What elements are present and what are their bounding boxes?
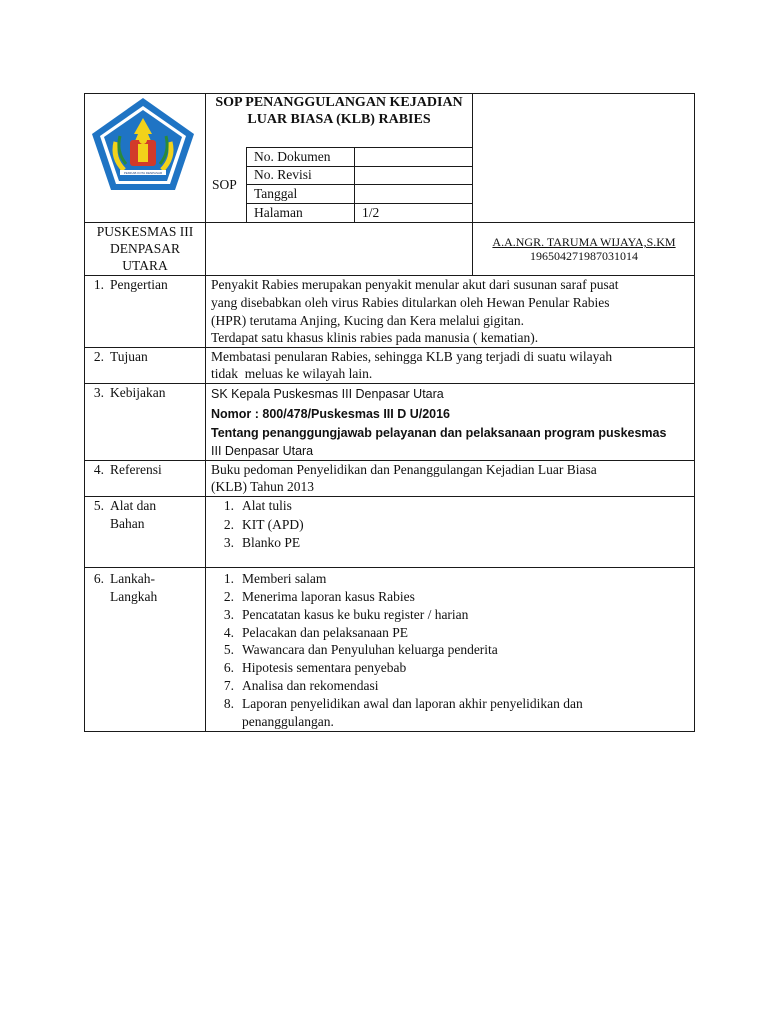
section-text-line: Terdapat satu khasus klinis rabies pada manusia ( kematian). <box>211 330 539 345</box>
section-number: 4. <box>93 462 104 477</box>
section-text-line: (HPR) terutama Anjing, Kucing dan Kera melalui gigitan. <box>211 313 525 328</box>
list-number: 4. <box>223 625 234 640</box>
pentagon-emblem-icon <box>90 96 196 192</box>
doc-field-value: 1/2 <box>362 205 380 220</box>
row-line <box>84 383 695 384</box>
step-item: Wawancara dan Penyuluhan keluarga penderita <box>242 642 498 657</box>
section-text-line: tidak meluas ke wilayah lain. <box>211 366 373 381</box>
section-number: 3. <box>93 385 104 400</box>
org-name-line: PUSKESMAS III <box>96 224 194 239</box>
list-number: 2. <box>223 517 234 532</box>
list-number: 6. <box>223 660 234 675</box>
org-name-line: UTARA <box>122 258 168 273</box>
policy-line: Tentang penanggungjawab pelayanan dan pelaksanaan program puskesmas <box>211 426 667 440</box>
policy-line: Nomor : 800/478/Puskesmas III D U/2016 <box>211 407 451 421</box>
list-number: 7. <box>223 678 234 693</box>
step-item: Pencatatan kasus ke buku register / harian <box>242 607 469 622</box>
table-border-right <box>694 93 695 732</box>
doc-field-label: No. Dokumen <box>254 149 331 164</box>
list-number: 3. <box>223 535 234 550</box>
step-item: Memberi salam <box>242 571 327 586</box>
policy-line: SK Kepala Puskesmas III Denpasar Utara <box>211 387 444 401</box>
table-border-bottom <box>84 731 695 732</box>
org-name-line: DENPASAR <box>109 241 181 256</box>
list-number: 1. <box>223 571 234 586</box>
signer-name: A.A.NGR. TARUMA WIJAYA,S.KM <box>492 235 676 249</box>
sop-label: SOP <box>212 177 237 192</box>
list-number: 8. <box>223 696 234 711</box>
doc-field-label: Halaman <box>254 205 303 220</box>
row-line <box>84 567 695 568</box>
section-number: 6. <box>93 571 104 586</box>
doc-field-label: Tanggal <box>254 186 298 201</box>
logo-caption: PEMKAB KOTA DENPASAR <box>123 171 163 175</box>
doc-field-label: No. Revisi <box>254 167 312 182</box>
section-text-line: yang disebabkan oleh virus Rabies ditularkan oleh Hewan Penular Rabies <box>211 295 610 310</box>
section-label: Lankah- <box>110 571 155 586</box>
section-label: Alat dan <box>110 498 157 513</box>
step-item: Laporan penyelidikan awal dan laporan akhir penyelidikan dan <box>242 696 583 711</box>
section-label: Bahan <box>110 516 145 531</box>
col-line <box>205 93 206 732</box>
step-item: Menerima laporan kasus Rabies <box>242 589 415 604</box>
row-line <box>84 496 695 497</box>
section-number: 2. <box>93 349 104 364</box>
section-text-line: Membatasi penularan Rabies, sehingga KLB yang terjadi di suatu wilayah <box>211 349 613 364</box>
list-number: 2. <box>223 589 234 604</box>
step-item: Pelacakan dan pelaksanaan PE <box>242 625 409 640</box>
section-text-line: Buku pedoman Penyelidikan dan Penanggulangan Kejadian Luar Biasa <box>211 462 597 477</box>
step-item-continuation: penanggulangan. <box>242 714 334 729</box>
step-item: Hipotesis sementara penyebab <box>242 660 407 675</box>
section-label: Kebijakan <box>110 385 166 400</box>
section-label: Langkah <box>110 589 158 604</box>
col-line <box>472 93 473 275</box>
section-number: 5. <box>93 498 104 513</box>
list-number: 1. <box>223 498 234 513</box>
step-item: Analisa dan rekomendasi <box>242 678 379 693</box>
puskesmas-logo <box>90 96 196 192</box>
section-label: Referensi <box>110 462 162 477</box>
list-number: 5. <box>223 642 234 657</box>
list-item: Alat tulis <box>242 498 292 513</box>
section-number: 1. <box>93 277 104 292</box>
signer-nip: 196504271987031014 <box>530 249 638 263</box>
col-line <box>354 147 355 222</box>
table-border-left <box>84 93 85 732</box>
list-item: Blanko PE <box>242 535 301 550</box>
policy-line: III Denpasar Utara <box>211 444 314 458</box>
list-item: KIT (APD) <box>242 517 304 532</box>
section-label: Tujuan <box>110 349 148 364</box>
section-text-line: (KLB) Tahun 2013 <box>211 479 315 494</box>
list-number: 3. <box>223 607 234 622</box>
document-title: SOP PENANGGULANGAN KEJADIAN LUAR BIASA (KLB) RABIES <box>215 95 463 127</box>
section-label: Pengertian <box>110 277 168 292</box>
section-text-line: Penyakit Rabies merupakan penyakit menular akut dari susunan saraf pusat <box>211 277 619 292</box>
col-line <box>246 147 247 222</box>
